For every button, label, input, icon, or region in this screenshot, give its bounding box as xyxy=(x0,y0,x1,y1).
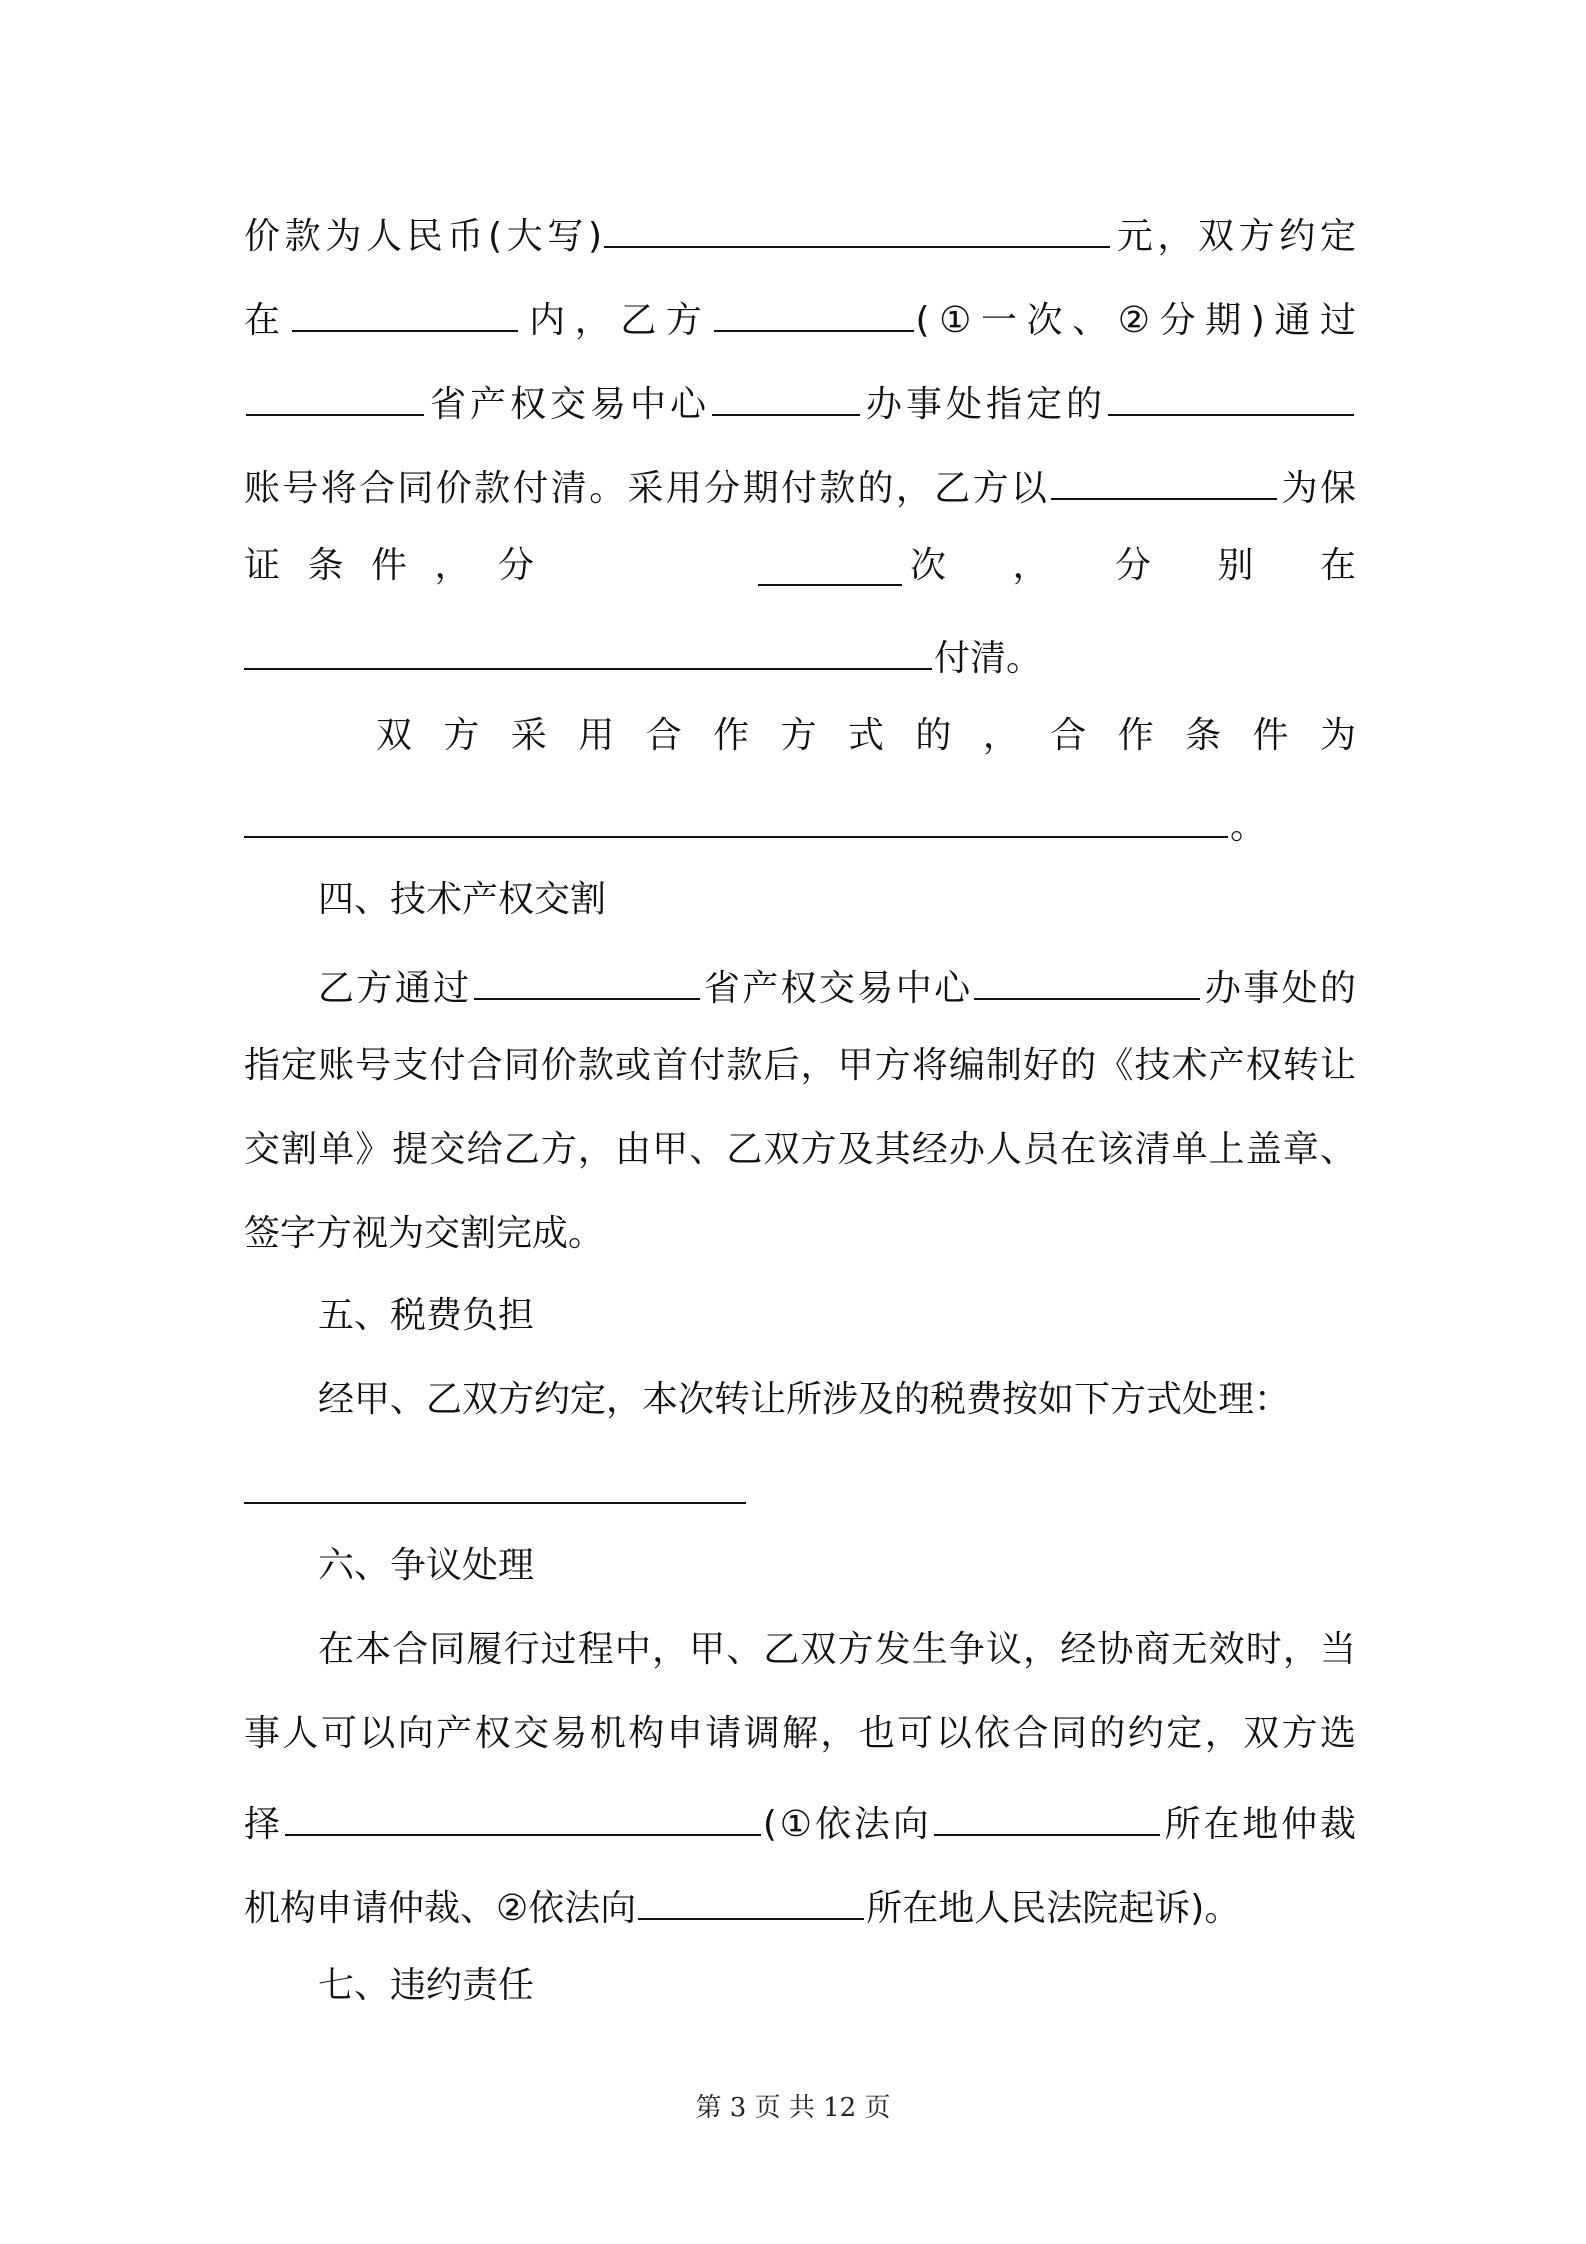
text-line: 经甲、乙双方约定，本次转让所涉及的税费按如下方式处理： xyxy=(318,1379,1291,1420)
section-heading: 六、争议处理 xyxy=(318,1545,535,1586)
blank-field xyxy=(246,368,424,416)
label-text: 次，分别在 xyxy=(910,545,1356,586)
current-page-number: 3 xyxy=(729,2093,747,2123)
label-text: 证条件，分 xyxy=(244,545,534,586)
footer-prefix: 第 xyxy=(695,2093,722,2123)
text-line: 账号将合同价款付清。采用分期付款的，乙方以 为保 xyxy=(244,452,1356,512)
blank-field xyxy=(638,1872,864,1920)
text-line: 在 内，乙方 (①一次、②分期)通过 xyxy=(244,284,1356,344)
blank-field xyxy=(758,538,902,586)
blank-field xyxy=(244,622,932,670)
section-heading: 七、违约责任 xyxy=(318,1965,535,2006)
text-line: 交割单》提交给乙方，由甲、乙双方及其经办人员在该清单上盖章、 xyxy=(244,1129,1356,1170)
blank-field xyxy=(712,368,860,416)
blank-field xyxy=(244,790,1228,838)
footer-mid: 页 共 xyxy=(754,2093,815,2123)
total-page-count: 12 xyxy=(823,2093,857,2123)
blank-field xyxy=(1108,368,1354,416)
text-line: 指定账号支付合同价款或首付款后，甲方将编制好的《技术产权转让 xyxy=(244,1045,1356,1086)
text-line: 乙方通过 省产权交易中心 办事处的 xyxy=(318,952,1356,1012)
blank-field xyxy=(285,1788,761,1836)
text-line: 省产权交易中心 办事处指定的 xyxy=(244,368,1356,428)
text-line xyxy=(244,536,1356,596)
blank-field xyxy=(604,200,1110,248)
blank-field xyxy=(1051,452,1277,500)
blank-field xyxy=(244,1456,746,1504)
blank-field xyxy=(934,1788,1160,1836)
text-line xyxy=(244,1456,1356,1516)
text-line: 双方采用合作方式的，合作条件为 xyxy=(376,715,1356,756)
page-footer xyxy=(0,2088,1586,2128)
text-line: 事人可以向产权交易机构申请调解，也可以依合同的约定，双方选 xyxy=(244,1713,1356,1754)
text-line: 在本合同履行过程中，甲、乙双方发生争议，经协商无效时，当 xyxy=(318,1629,1356,1670)
blank-field xyxy=(474,952,700,1000)
text-line: 择 (①依法向 所在地仲裁 xyxy=(244,1788,1356,1848)
text-line: 机构申请仲裁、②依法向 所在地人民法院起诉)。 xyxy=(244,1872,1356,1932)
blank-field xyxy=(292,284,518,332)
blank-field xyxy=(974,952,1200,1000)
section-heading: 四、技术产权交割 xyxy=(318,879,607,920)
section-heading: 五、税费负担 xyxy=(318,1295,535,1336)
footer-suffix: 页 xyxy=(864,2093,891,2123)
text-line: 签字方视为交割完成。 xyxy=(244,1213,605,1254)
text-line: 价款为人民币(大写) 元，双方约定 xyxy=(244,200,1356,260)
blank-field xyxy=(714,284,914,332)
text-line: 付清。 xyxy=(244,622,1356,682)
text-line: 。 xyxy=(244,790,1356,850)
